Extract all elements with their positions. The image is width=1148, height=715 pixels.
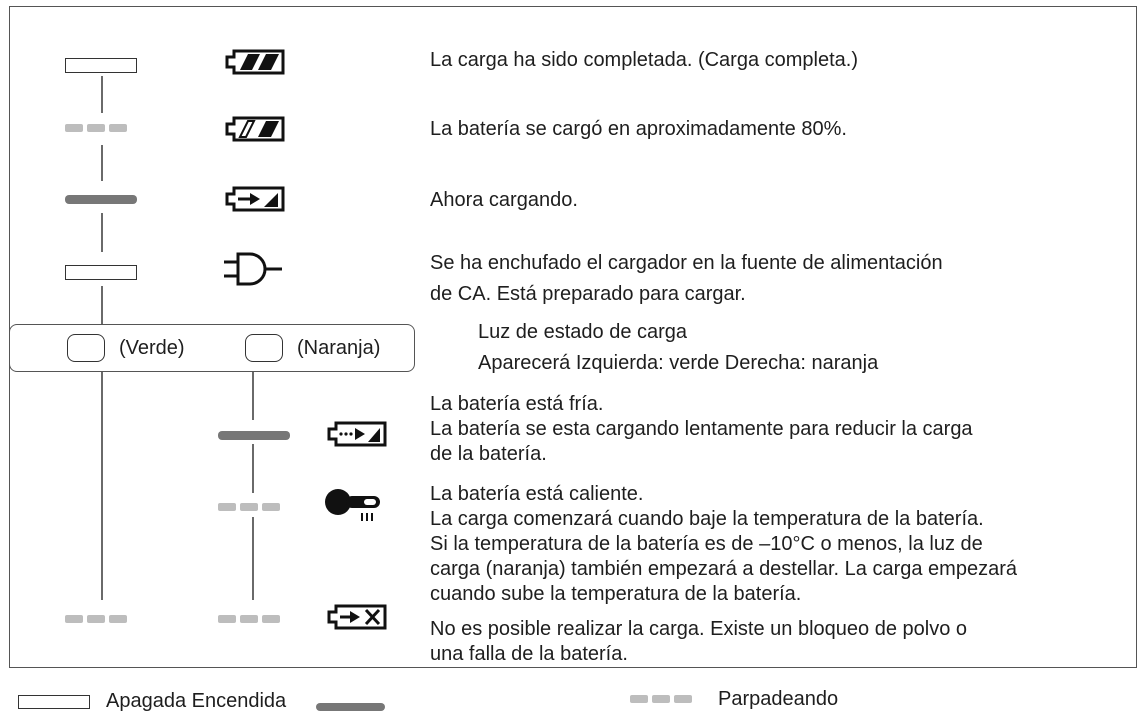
connector-line (101, 76, 103, 113)
row-description-line: No es posible realizar la carga. Existe un bloqueo de polvo o (430, 618, 967, 640)
connector-line (101, 213, 103, 252)
status-lights-subtitle: Aparecerá Izquierda: verde Derecha: naranja (478, 352, 879, 374)
green-lamp-icon (67, 334, 105, 362)
legend-off-on-label: Apagada Encendida (106, 690, 287, 712)
row-description-line: La carga comenzará cuando baje la temperatura de la batería. (430, 508, 984, 530)
row-description-line: Se ha enchufado el cargador en la fuente de alimentación (430, 252, 943, 274)
row-description-line: de la batería. (430, 443, 547, 465)
row-description-line: La batería está caliente. (430, 483, 644, 505)
orange-lamp-icon (245, 334, 283, 362)
row-description: La carga ha sido completada. (Carga completa.) (430, 49, 859, 71)
row-description: Ahora cargando. (430, 189, 578, 211)
connector-line (252, 517, 254, 600)
green-lamp-label: (Verde) (119, 337, 185, 359)
row-description-line: de CA. Está preparado para cargar. (430, 283, 746, 305)
battery-cold-charging-icon (326, 420, 388, 448)
orange-lamp-label: (Naranja) (297, 337, 381, 359)
thermometer-hot-icon (324, 487, 388, 525)
led-off-indicator (65, 265, 137, 280)
connector-line (252, 372, 254, 420)
led-blinking-indicator (65, 615, 127, 623)
status-lights-title: Luz de estado de carga (478, 321, 688, 343)
led-blinking-indicator (218, 615, 280, 623)
legend-blinking-indicator (630, 695, 692, 703)
row-description: La batería se cargó en aproximadamente 80%. (430, 118, 847, 140)
row-description-line: La batería se esta cargando lentamente para reducir la carga (430, 418, 973, 440)
battery-80-icon (224, 115, 286, 143)
legend-blinking-label: Parpadeando (718, 688, 839, 710)
connector-line (252, 444, 254, 493)
charge-status-lights-box (9, 324, 415, 372)
connector-line (101, 145, 103, 181)
battery-full-icon (224, 48, 286, 76)
led-blinking-indicator (218, 503, 280, 511)
row-description-line: Si la temperatura de la batería es de –10°C o menos, la luz de (430, 533, 983, 555)
legend-on-indicator (316, 703, 385, 711)
row-description-line: La batería está fría. (430, 393, 604, 415)
connector-line (101, 286, 103, 324)
led-on-indicator (65, 195, 137, 204)
legend-off-indicator (18, 695, 90, 709)
row-description-line: carga (naranja) también empezará a destellar. La carga empezará (430, 558, 1017, 580)
battery-charging-icon (224, 185, 286, 213)
led-off-indicator (65, 58, 137, 73)
led-blinking-indicator (65, 124, 127, 132)
row-description-line: cuando sube la temperatura de la batería. (430, 583, 802, 605)
connector-line (101, 372, 103, 600)
led-on-indicator (218, 431, 290, 440)
row-description-line: una falla de la batería. (430, 643, 628, 665)
battery-error-icon (326, 603, 388, 631)
ac-plug-icon (222, 251, 288, 287)
